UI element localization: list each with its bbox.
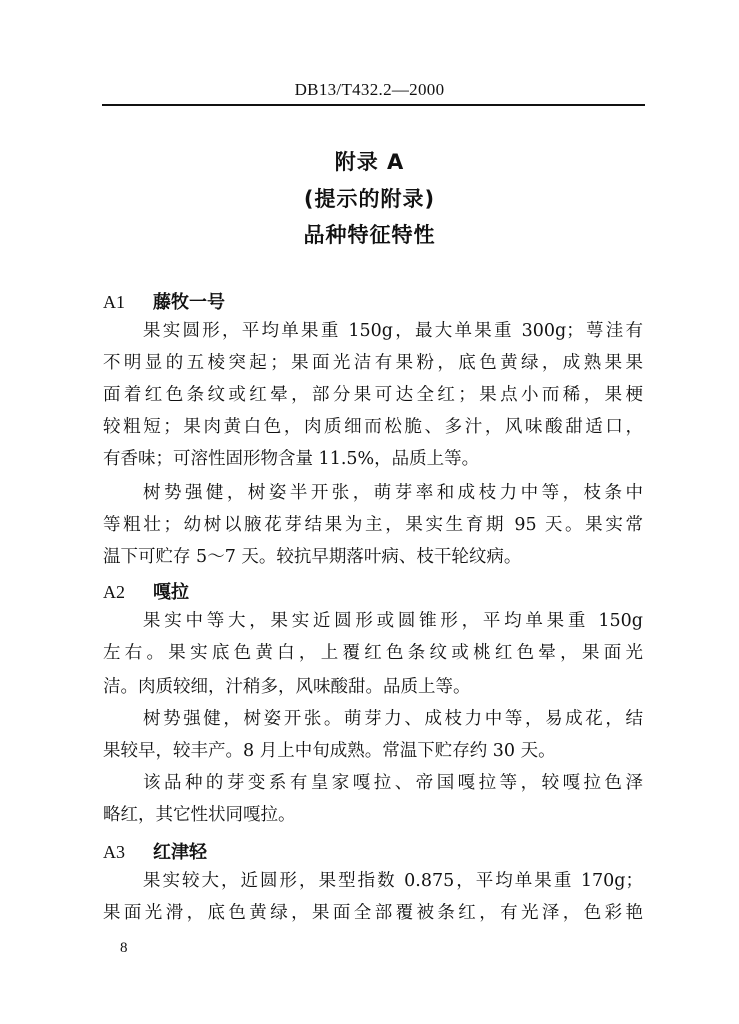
section-name: 红津轻 — [153, 842, 207, 863]
section-heading-a3 — [103, 838, 207, 864]
appendix-subtitle: (提示的附录) — [303, 187, 436, 211]
document-header-code: DB13/T432.2—2000 — [294, 80, 445, 99]
section-number: A3 — [103, 842, 125, 862]
paragraph-line: 面着红色条纹或红晕，部分果可达全红；果点小而稀，果梗 — [103, 385, 643, 405]
paragraph-line: 果较早，较丰产。8 月上中旬成熟。常温下贮存约 30 天。 — [103, 741, 556, 761]
paragraph-line: 果实圆形，平均单果重 150g，最大单果重 300g；萼洼有 — [143, 321, 643, 341]
paragraph-line: 果面光滑，底色黄绿，果面全部覆被条红，有光泽，色彩艳 — [103, 903, 643, 923]
section-name: 嘎拉 — [153, 582, 189, 603]
section-heading-a1 — [103, 288, 225, 314]
paragraph-line: 较粗短；果肉黄白色，肉质细而松脆、多汁，风味酸甜适口， — [103, 417, 643, 437]
paragraph-line: 左右。果实底色黄白，上覆红色条纹或桃红色晕，果面光 — [103, 643, 643, 663]
paragraph-line: 有香味；可溶性固形物含量 11.5%，品质上等。 — [103, 449, 480, 469]
appendix-heading: 品种特征特性 — [303, 223, 436, 247]
header-rule — [102, 104, 645, 106]
paragraph-line: 果实中等大，果实近圆形或圆锥形，平均单果重 150g — [143, 611, 643, 631]
paragraph-line: 树势强健，树姿半开张，萌芽率和成枝力中等，枝条中 — [143, 483, 643, 503]
section-number: A2 — [103, 582, 125, 602]
section-number: A1 — [103, 292, 125, 312]
section-heading-a2 — [103, 578, 189, 604]
appendix-title: 附录 A — [334, 150, 405, 174]
paragraph-line: 温下可贮存 5～7 天。较抗早期落叶病、枝干轮纹病。 — [103, 547, 522, 567]
paragraph-line: 等粗壮；幼树以腋花芽结果为主，果实生育期 95 天。果实常 — [103, 515, 643, 535]
paragraph-line: 略红，其它性状同嘎拉。 — [103, 805, 296, 825]
paragraph-line: 树势强健，树姿开张。萌芽力、成枝力中等，易成花，结 — [143, 709, 643, 729]
section-name: 藤牧一号 — [153, 292, 225, 313]
paragraph-line: 洁。肉质较细，汁稍多，风味酸甜。品质上等。 — [103, 677, 471, 697]
page-number: 8 — [120, 940, 128, 956]
paragraph-line: 不明显的五棱突起；果面光洁有果粉，底色黄绿，成熟果果 — [103, 353, 643, 373]
paragraph-line: 果实较大，近圆形，果型指数 0.875，平均单果重 170g； — [143, 871, 643, 891]
paragraph-line: 该品种的芽变系有皇家嘎拉、帝国嘎拉等，较嘎拉色泽 — [143, 773, 643, 793]
